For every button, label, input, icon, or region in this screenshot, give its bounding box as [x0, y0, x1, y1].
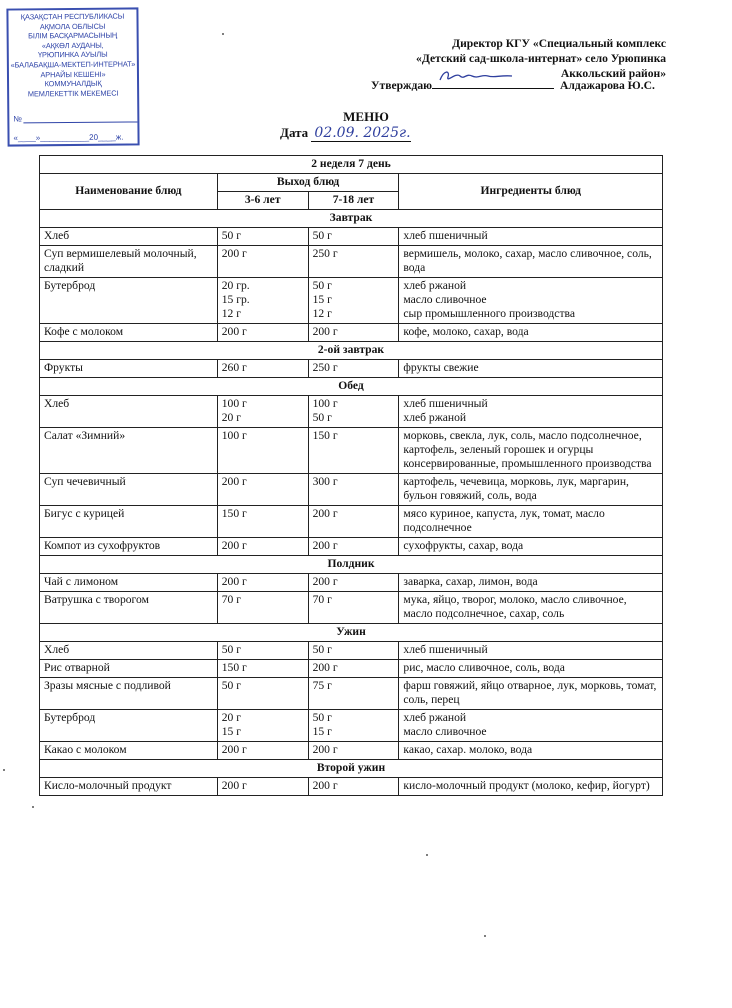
- table-row: [40, 592, 663, 624]
- table-row: [40, 678, 663, 710]
- approval-line-2: «Детский сад-школа-интернат» село Урюпинка: [416, 52, 666, 65]
- header-ingredients: Ингредиенты блюд: [399, 174, 663, 210]
- ingredients-cell: кофе, молоко, сахар, вода: [399, 324, 663, 342]
- date-value: 02.09. 2025г.: [311, 125, 410, 142]
- table-row: [40, 710, 663, 742]
- yield-7-18-cell: 250 г: [308, 360, 399, 378]
- yield-3-6-cell: 200 г: [217, 778, 308, 796]
- stamp-line: АРНАЙЫ КЕШЕНІ»: [40, 69, 106, 79]
- ingredients-cell: заварка, сахар, лимон, вода: [399, 574, 663, 592]
- dish-cell: Ватрушка с творогом: [40, 592, 218, 624]
- dish-cell: Бигус с курицей: [40, 506, 218, 538]
- ingredients-cell: хлеб пшеничный хлеб ржаной: [399, 396, 663, 428]
- section-title: 2-ой завтрак: [40, 342, 663, 360]
- dish-cell: Кофе с молоком: [40, 324, 218, 342]
- yield-7-18-cell: 50 г 15 г 12 г: [308, 278, 399, 324]
- signature-icon: [436, 68, 516, 84]
- yield-7-18-cell: 200 г: [308, 574, 399, 592]
- stamp-line: ҚАЗАҚСТАН РЕСПУБЛИКАСЫ: [20, 11, 125, 22]
- yield-7-18-cell: 200 г: [308, 660, 399, 678]
- table-row: [40, 642, 663, 660]
- ingredients-cell: хлеб пшеничный: [399, 642, 663, 660]
- yield-3-6-cell: 200 г: [217, 538, 308, 556]
- signatory-name: Алдажарова Ю.С.: [560, 79, 655, 92]
- section-title: Ужин: [40, 624, 663, 642]
- section-title: Второй ужин: [40, 760, 663, 778]
- table-row: [40, 474, 663, 506]
- dish-cell: Суп чечевичный: [40, 474, 218, 506]
- menu-table: [39, 155, 663, 796]
- yield-7-18-cell: 300 г: [308, 474, 399, 506]
- stamp-line: «АҚКӨЛ АУДАНЫ,: [41, 40, 104, 51]
- header-dish: Наименование блюд: [40, 174, 218, 210]
- yield-3-6-cell: 200 г: [217, 574, 308, 592]
- yield-3-6-cell: 260 г: [217, 360, 308, 378]
- ingredients-cell: фрукты свежие: [399, 360, 663, 378]
- stamp-date: «____»___________20____ж.: [13, 132, 124, 143]
- stamp-line: ҮРЮПИНКА АУЫЛЫ: [37, 50, 108, 60]
- date-line: [280, 125, 411, 142]
- ingredients-cell: какао, сахар. молоко, вода: [399, 742, 663, 760]
- scan-speck: [426, 854, 428, 856]
- table-row: [40, 428, 663, 474]
- dish-cell: Хлеб: [40, 228, 218, 246]
- ingredients-cell: морковь, свекла, лук, соль, масло подсолнечное, картофель, зеленый горошек и огурцы консервированные, промышленного производства: [399, 428, 663, 474]
- yield-3-6-cell: 200 г: [217, 324, 308, 342]
- yield-7-18-cell: 200 г: [308, 538, 399, 556]
- section-row: [40, 760, 663, 778]
- table-row: [40, 778, 663, 796]
- dish-cell: Зразы мясные с подливой: [40, 678, 218, 710]
- official-stamp: [6, 7, 139, 146]
- header-row: [40, 174, 663, 192]
- dish-cell: Какао с молоком: [40, 742, 218, 760]
- table-row: [40, 228, 663, 246]
- yield-7-18-cell: 75 г: [308, 678, 399, 710]
- section-title: Полдник: [40, 556, 663, 574]
- dish-cell: Кисло-молочный продукт: [40, 778, 218, 796]
- yield-7-18-cell: 100 г 50 г: [308, 396, 399, 428]
- table-row: [40, 538, 663, 556]
- stamp-number-label: №: [13, 114, 22, 124]
- dish-cell: Хлеб: [40, 396, 218, 428]
- yield-7-18-cell: 200 г: [308, 324, 399, 342]
- header-age-3-6: 3-6 лет: [217, 192, 308, 210]
- stamp-line: «БАЛАБАҚША-МЕКТЕП-ИНТЕРНАТ»: [10, 59, 136, 70]
- yield-3-6-cell: 20 гр. 15 гр. 12 г: [217, 278, 308, 324]
- dish-cell: Бутерброд: [40, 710, 218, 742]
- yield-3-6-cell: 50 г: [217, 642, 308, 660]
- ingredients-cell: хлеб ржаной масло сливочное: [399, 710, 663, 742]
- dish-cell: Суп вермишелевый молочный, сладкий: [40, 246, 218, 278]
- section-title: Завтрак: [40, 210, 663, 228]
- table-row: [40, 742, 663, 760]
- ingredients-cell: картофель, чечевица, морковь, лук, маргарин, бульон говяжий, соль, вода: [399, 474, 663, 506]
- yield-3-6-cell: 100 г 20 г: [217, 396, 308, 428]
- yield-3-6-cell: 100 г: [217, 428, 308, 474]
- yield-7-18-cell: 200 г: [308, 742, 399, 760]
- dish-cell: Компот из сухофруктов: [40, 538, 218, 556]
- table-row: [40, 324, 663, 342]
- ingredients-cell: кисло-молочный продукт (молоко, кефир, йогурт): [399, 778, 663, 796]
- stamp-text: [8, 9, 137, 98]
- ingredients-cell: мука, яйцо, творог, молоко, масло сливочное, масло подсолнечное, сахар, соль: [399, 592, 663, 624]
- yield-3-6-cell: 50 г: [217, 228, 308, 246]
- yield-7-18-cell: 50 г: [308, 642, 399, 660]
- ingredients-cell: вермишель, молоко, сахар, масло сливочное, соль, вода: [399, 246, 663, 278]
- table-row: [40, 278, 663, 324]
- approval-line-3: Аккольский район»: [560, 67, 666, 80]
- ingredients-cell: хлеб ржаной масло сливочное сыр промышленного производства: [399, 278, 663, 324]
- date-label: Дата: [280, 125, 309, 140]
- dish-cell: Салат «Зимний»: [40, 428, 218, 474]
- week-label: 2 неделя 7 день: [40, 156, 663, 174]
- stamp-line: МЕМЛЕКЕТТІК МЕКЕМЕСІ: [27, 88, 119, 99]
- table-row: [40, 396, 663, 428]
- yield-7-18-cell: 70 г: [308, 592, 399, 624]
- scan-speck: [32, 806, 34, 808]
- section-row: [40, 342, 663, 360]
- ingredients-cell: хлеб пшеничный: [399, 228, 663, 246]
- dish-cell: Фрукты: [40, 360, 218, 378]
- yield-3-6-cell: 150 г: [217, 506, 308, 538]
- ingredients-cell: фарш говяжий, яйцо отварное, лук, морковь, томат, соль, перец: [399, 678, 663, 710]
- yield-3-6-cell: 20 г 15 г: [217, 710, 308, 742]
- table-row: [40, 506, 663, 538]
- yield-3-6-cell: 200 г: [217, 246, 308, 278]
- stamp-line: КОММУНАЛДЫҚ: [44, 78, 102, 89]
- section-title: Обед: [40, 378, 663, 396]
- stamp-line: БІЛІМ БАСҚАРМАСЫНЫҢ: [28, 30, 118, 41]
- scan-speck: [484, 935, 486, 937]
- scan-speck: [222, 33, 224, 35]
- ingredients-cell: рис, масло сливочное, соль, вода: [399, 660, 663, 678]
- header-yield: Выход блюд: [217, 174, 399, 192]
- section-row: [40, 378, 663, 396]
- table-row: [40, 574, 663, 592]
- dish-cell: Бутерброд: [40, 278, 218, 324]
- ingredients-cell: мясо куриное, капуста, лук, томат, масло подсолнечное: [399, 506, 663, 538]
- yield-7-18-cell: 200 г: [308, 778, 399, 796]
- scan-speck: [3, 769, 5, 771]
- page-title: МЕНЮ: [343, 109, 389, 124]
- approval-line-1: Директор КГУ «Специальный комплекс: [452, 37, 666, 50]
- yield-7-18-cell: 50 г: [308, 228, 399, 246]
- dish-cell: Чай с лимоном: [40, 574, 218, 592]
- dish-cell: Хлеб: [40, 642, 218, 660]
- approve-label: Утверждаю: [371, 79, 432, 92]
- approve-line: [371, 78, 655, 92]
- header-age-7-18: 7-18 лет: [308, 192, 399, 210]
- yield-7-18-cell: 200 г: [308, 506, 399, 538]
- section-row: [40, 210, 663, 228]
- table-row: [40, 660, 663, 678]
- section-row: [40, 556, 663, 574]
- yield-7-18-cell: 50 г 15 г: [308, 710, 399, 742]
- yield-3-6-cell: 200 г: [217, 742, 308, 760]
- table-row: [40, 246, 663, 278]
- yield-3-6-cell: 70 г: [217, 592, 308, 624]
- section-row: [40, 624, 663, 642]
- yield-7-18-cell: 150 г: [308, 428, 399, 474]
- dish-cell: Рис отварной: [40, 660, 218, 678]
- table-row: [40, 360, 663, 378]
- signature-line: [432, 78, 554, 89]
- week-row: [40, 156, 663, 174]
- yield-3-6-cell: 150 г: [217, 660, 308, 678]
- yield-7-18-cell: 250 г: [308, 246, 399, 278]
- ingredients-cell: сухофрукты, сахар, вода: [399, 538, 663, 556]
- yield-3-6-cell: 50 г: [217, 678, 308, 710]
- stamp-line: АҚМОЛА ОБЛЫСЫ: [39, 21, 106, 31]
- yield-3-6-cell: 200 г: [217, 474, 308, 506]
